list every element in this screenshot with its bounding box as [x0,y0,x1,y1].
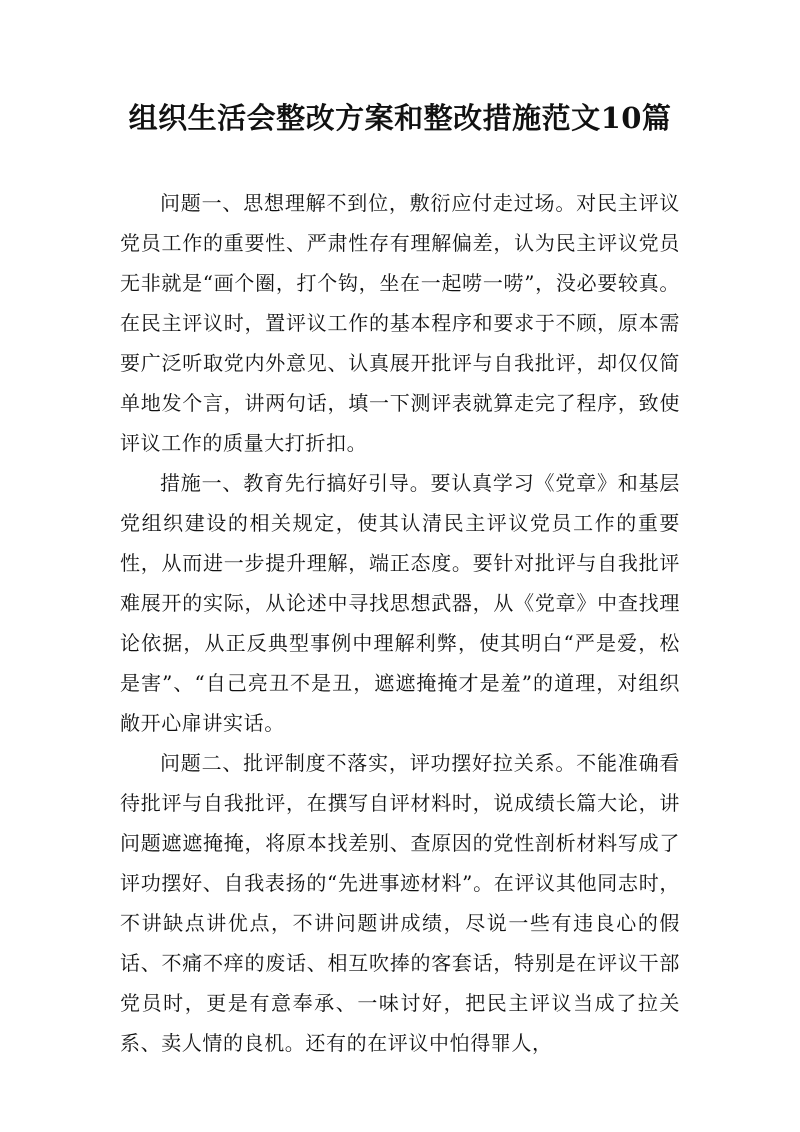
paragraph-measure-1: 措施一、教育先行搞好引导。要认真学习《党章》和基层党组织建设的相关规定，使其认清民主评议党员工作的重要性，从而进一步提升理解，端正态度。要针对批评与自我批评难展开的实际，从论述中寻找思想武器，从《党章》中查找理论依据，从正反典型事例中理解利弊，使其明白“严是爱，松是害”、“自己亮丑不是丑，遮遮掩掩才是羞”的道理，对组织敞开心扉讲实话。 [120,471,680,735]
document-title: 组织生活会整改方案和整改措施范文10篇 [128,101,672,135]
paragraph-problem-2: 问题二、批评制度不落实，评功摆好拉关系。不能准确看待批评与自我批评，在撰写自评材料时，说成绩长篇大论，讲问题遮遮掩掩，将原本找差别、查原因的党性剖析材料写成了评功摆好、自我表扬的“先进事迹材料”。在评议其他同志时，不讲缺点讲优点，不讲问题讲成绩，尽说一些有违良心的假话、不痛不痒的废话、相互吹捧的客套话，特别是在评议干部党员时，更是有意奉承、一味讨好，把民主评议当成了拉关系、卖人情的良机。还有的在评议中怕得罪人， [120,751,680,1055]
paragraph-problem-1: 问题一、思想理解不到位，敷衍应付走过场。对民主评议党员工作的重要性、严肃性存有理解偏差，认为民主评议党员无非就是“画个圈，打个钩，坐在一起唠一唠”，没必要较真。在民主评议时，置评议工作的基本程序和要求于不顾，原本需要广泛听取党内外意见、认真展开批评与自我批评，却仅仅简单地发个言，讲两句话，填一下测评表就算走完了程序，致使评议工作的质量大打折扣。 [120,191,680,455]
document-body [120,183,680,1063]
